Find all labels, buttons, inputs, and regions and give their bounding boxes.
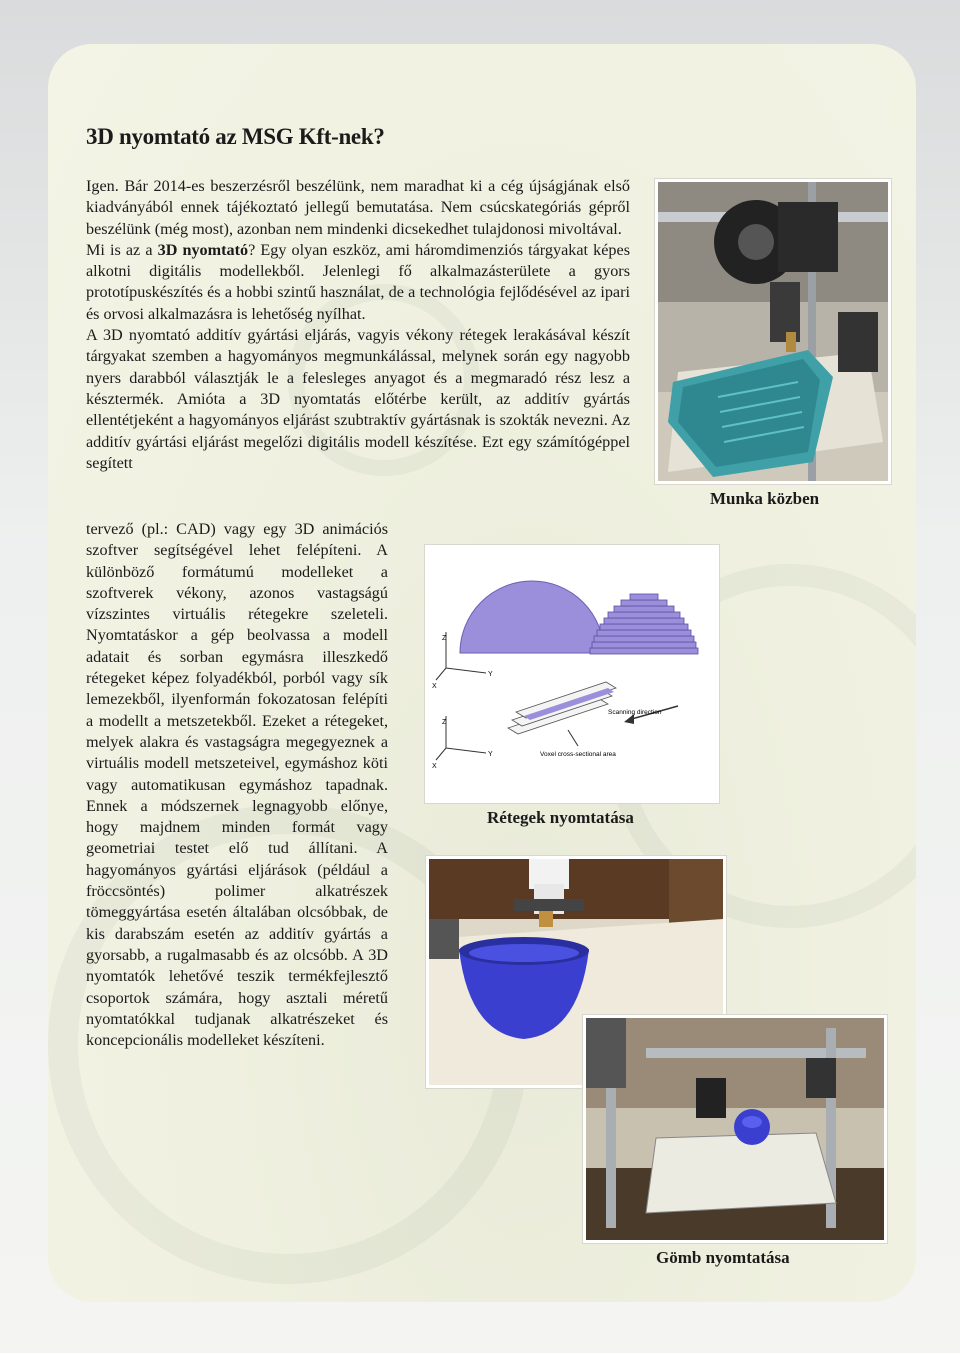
intro-paragraph: Igen. Bár 2014-es beszerzésről beszélünk, nem maradhat ki a cég újságjának első kiadványából ennek tájékoztató jellegű bemutatása. Nem csúcskategóriás gépről beszélünk (még most), azonban nem mindenki dicsekedhet tulajdonosi mivoltával.: [86, 177, 630, 238]
additive-paragraph: A 3D nyomtató additív gyártási eljárás, vagyis vékony rétegek lerakásával készít tárgyakat szemben a hagyományos megmunkálással, melynek során egy nagyobb nyers darabból választják le a felesleges anyagot és a megmaradó rész lesz a késztermék. Amióta a 3D nyomtatás előtérbe került, az additív gyártás ellentétjeként a hagyományos eljárást szubtraktív gyártásnak is szokták nevezni. Az additív gyártási eljárást megelőzi digitális modell készítése. Ezt egy számítógéppel segített: [86, 326, 630, 472]
process-paragraph: tervező (pl.: CAD) vagy egy 3D animációs szoftver segítségével lehet felépíteni. A különböző formátumú modelleket a szoftverek vékony, azonos vastagságú vízszintes virtuális rétegekre szeleteli. Nyomtatáskor a gép beolvassa a modell adatait és sorban egymásra illeszkedő rétegeket képez folyadékból, porból vagy sík lemezekből, ilyenformán fokozatosan felépíti a modellt a metszetekből. Ezeket a rétegeket, melyek alakra és vastagságra megegyeznek a virtuális modell metszeteivel, egymáshoz köti vagy automatikusan egymáshoz tapadnak. Ennek a módszernek legnagyobb előnye, hogy majdnem minden formát vagy geometriai testet elő tud állítani. A hagyományos gyártási eljárások (például a fröccsöntés) polimer alkatrészek tömeggyártása esetén általában olcsóbbak, de kis darabszám esetén az additív gyártás a gyorsabb, a rugalmasabb és az olcsóbb. A 3D nyomtatók lehetővé teszik termékfejlesztő csoportok számára, hogy asztali méretű nyomtatókkal tudjanak alkatrészeket és koncepcionális modelleket készíteni.: [86, 520, 388, 1050]
definition-text: Egy olyan eszköz, ami háromdimenziós tárgyakat képes alkotni digitális modellekből. Jelenlegi fő alkalmazásterülete a gyors prototípuskészítés és a hobbi szintű használat, de a technológia fejlődésével az ipari és orvosi alkalmazásra is lehetőség nyílhat.: [86, 240, 630, 323]
article-title: 3D nyomtató az MSG Kft-nek?: [86, 124, 385, 149]
photo3-caption: Gömb nyomtatása: [656, 1248, 790, 1267]
layer-printing-diagram: [425, 545, 719, 803]
layer-diagram-illustration: [428, 548, 716, 800]
sphere-printing-photo: [583, 1015, 887, 1243]
sphere-printing-illustration: [586, 1018, 884, 1240]
article-body-top: [86, 176, 630, 474]
question-term: 3D nyomtató: [157, 240, 249, 259]
printer-working-photo: [655, 179, 891, 484]
photo1-caption: Munka közben: [710, 489, 820, 508]
article-body-column: [86, 519, 388, 1051]
axis-z-label: Z: [442, 635, 447, 642]
axis-x-label-2: X: [432, 763, 437, 770]
axis-z-label-2: Z: [442, 719, 447, 726]
scanning-direction-label: Scanning direction: [608, 709, 662, 716]
axis-y-label-2: Y: [488, 751, 493, 758]
printer-working-illustration: [658, 182, 888, 481]
axis-x-label: X: [432, 683, 437, 690]
definition-paragraph: [86, 240, 630, 325]
voxel-area-label: Voxel cross-sectional area: [540, 751, 616, 758]
question-lead: Mi is az a: [86, 240, 158, 259]
question-mark: ?: [248, 240, 256, 259]
photo2-caption: Rétegek nyomtatása: [487, 808, 634, 827]
axis-y-label: Y: [488, 671, 493, 678]
